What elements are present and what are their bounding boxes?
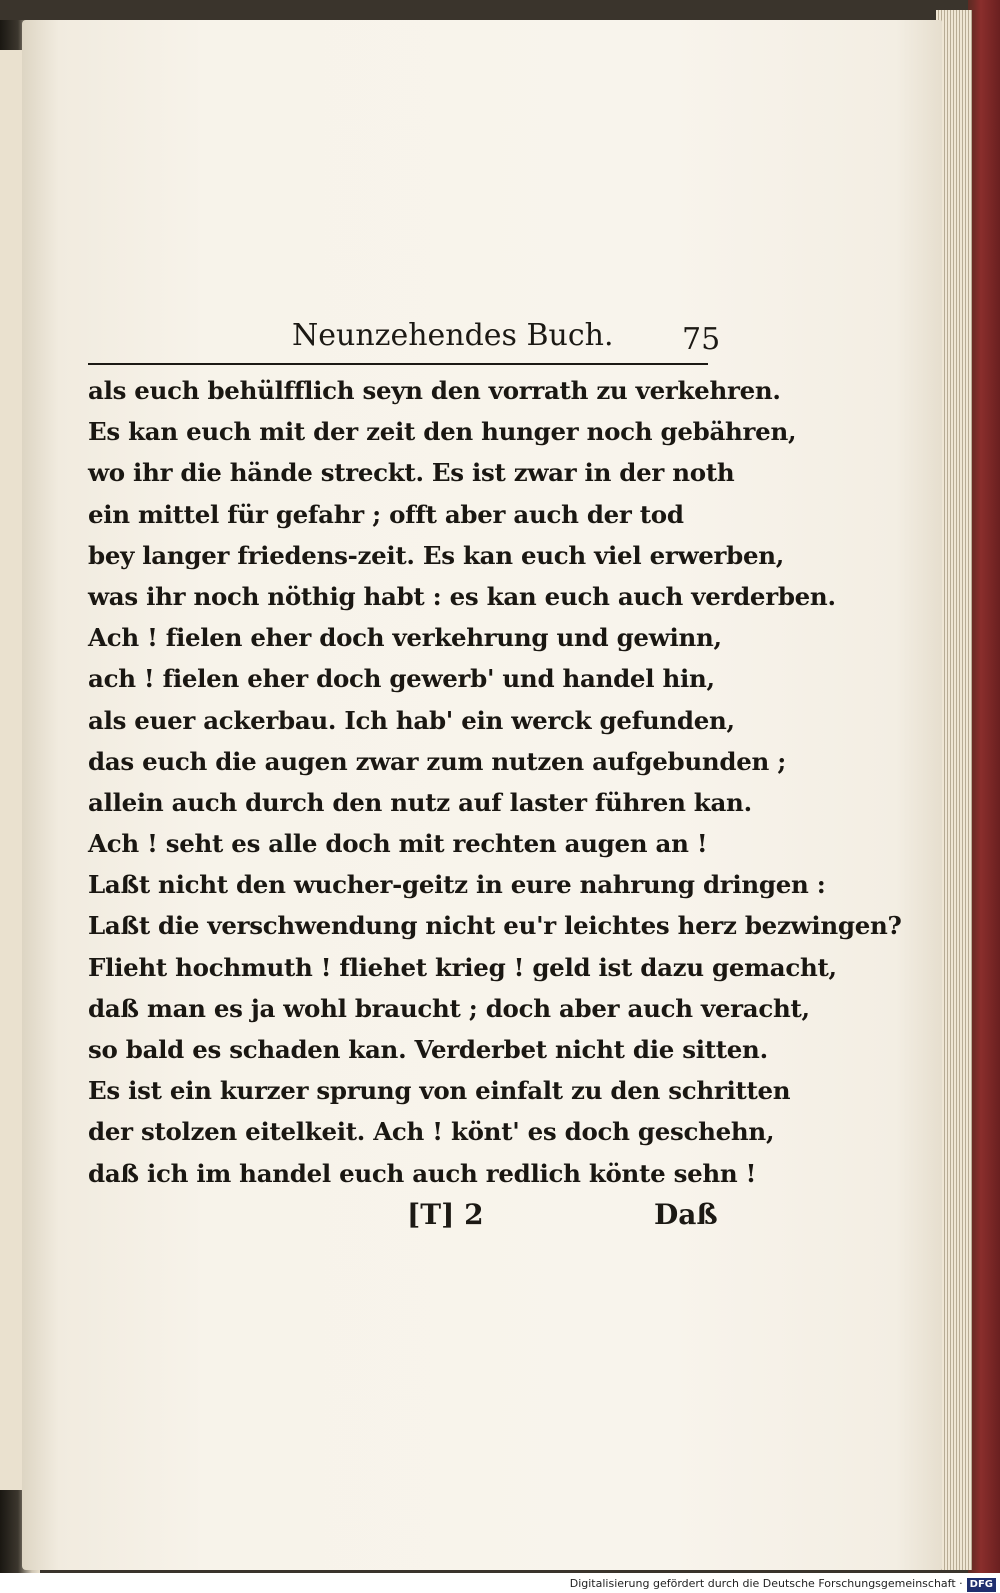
book-cover-right <box>968 0 1000 1573</box>
text-line: Ach ! fielen eher doch verkehrung und gewinn, <box>88 623 722 653</box>
text-line: Laßt die verschwendung nicht eu'r leichtes herz bezwingen? <box>88 911 902 941</box>
catchword: Daß <box>654 1198 718 1231</box>
dfg-logo: DFG <box>967 1578 996 1592</box>
text-line: Ach ! seht es alle doch mit rechten augen an ! <box>88 829 708 859</box>
text-line: als euch behülfflich seyn den vorrath zu verkehren. <box>88 376 781 405</box>
facing-page-edge <box>0 50 23 1490</box>
text-line: Es kan euch mit der zeit den hunger noch gebähren, <box>88 417 797 447</box>
text-line: als euer ackerbau. Ich hab' ein werck gefunden, <box>88 705 735 735</box>
digitization-footer <box>570 1575 996 1593</box>
page-number: 75 <box>682 322 721 357</box>
running-head: Neunzehendes Buch. <box>292 318 614 353</box>
text-line: daß ich im handel euch auch redlich könte sehn ! <box>88 1158 757 1188</box>
text-line: Laßt nicht den wucher-geitz in eure nahrung dringen : <box>88 870 826 900</box>
text-line: was ihr noch nöthig habt : es kan euch auch verderben. <box>88 581 836 611</box>
text-line: der stolzen eitelkeit. Ach ! könt' es doch geschehn, <box>88 1117 775 1147</box>
footer-text: Digitalisierung gefördert durch die Deutsche Forschungsgemeinschaft · <box>569 1577 963 1590</box>
text-line: bey langer friedens-zeit. Es kan euch viel erwerben, <box>88 540 785 570</box>
text-line: Es ist ein kurzer sprung von einfalt zu den schritten <box>88 1076 791 1106</box>
text-line: wo ihr die hände streckt. Es ist zwar in der noth <box>88 458 735 488</box>
text-line: das euch die augen zwar zum nutzen aufgebunden ; <box>88 746 786 776</box>
text-line: daß man es ja wohl braucht ; doch aber auch veracht, <box>88 993 810 1023</box>
header-rule <box>88 363 708 365</box>
signature-mark: [T] 2 <box>407 1198 484 1231</box>
text-line: allein auch durch den nutz auf laster führen kan. <box>88 787 752 817</box>
text-line: ein mittel für gefahr ; offt aber auch der tod <box>88 499 684 529</box>
text-line: so bald es schaden kan. Verderbet nicht die sitten. <box>88 1035 768 1064</box>
text-line: Flieht hochmuth ! fliehet krieg ! geld ist dazu gemacht, <box>88 952 837 982</box>
poem-text <box>88 370 902 1194</box>
book-page <box>22 20 942 1570</box>
text-line: ach ! fielen eher doch gewerb' und handel hin, <box>88 664 715 694</box>
